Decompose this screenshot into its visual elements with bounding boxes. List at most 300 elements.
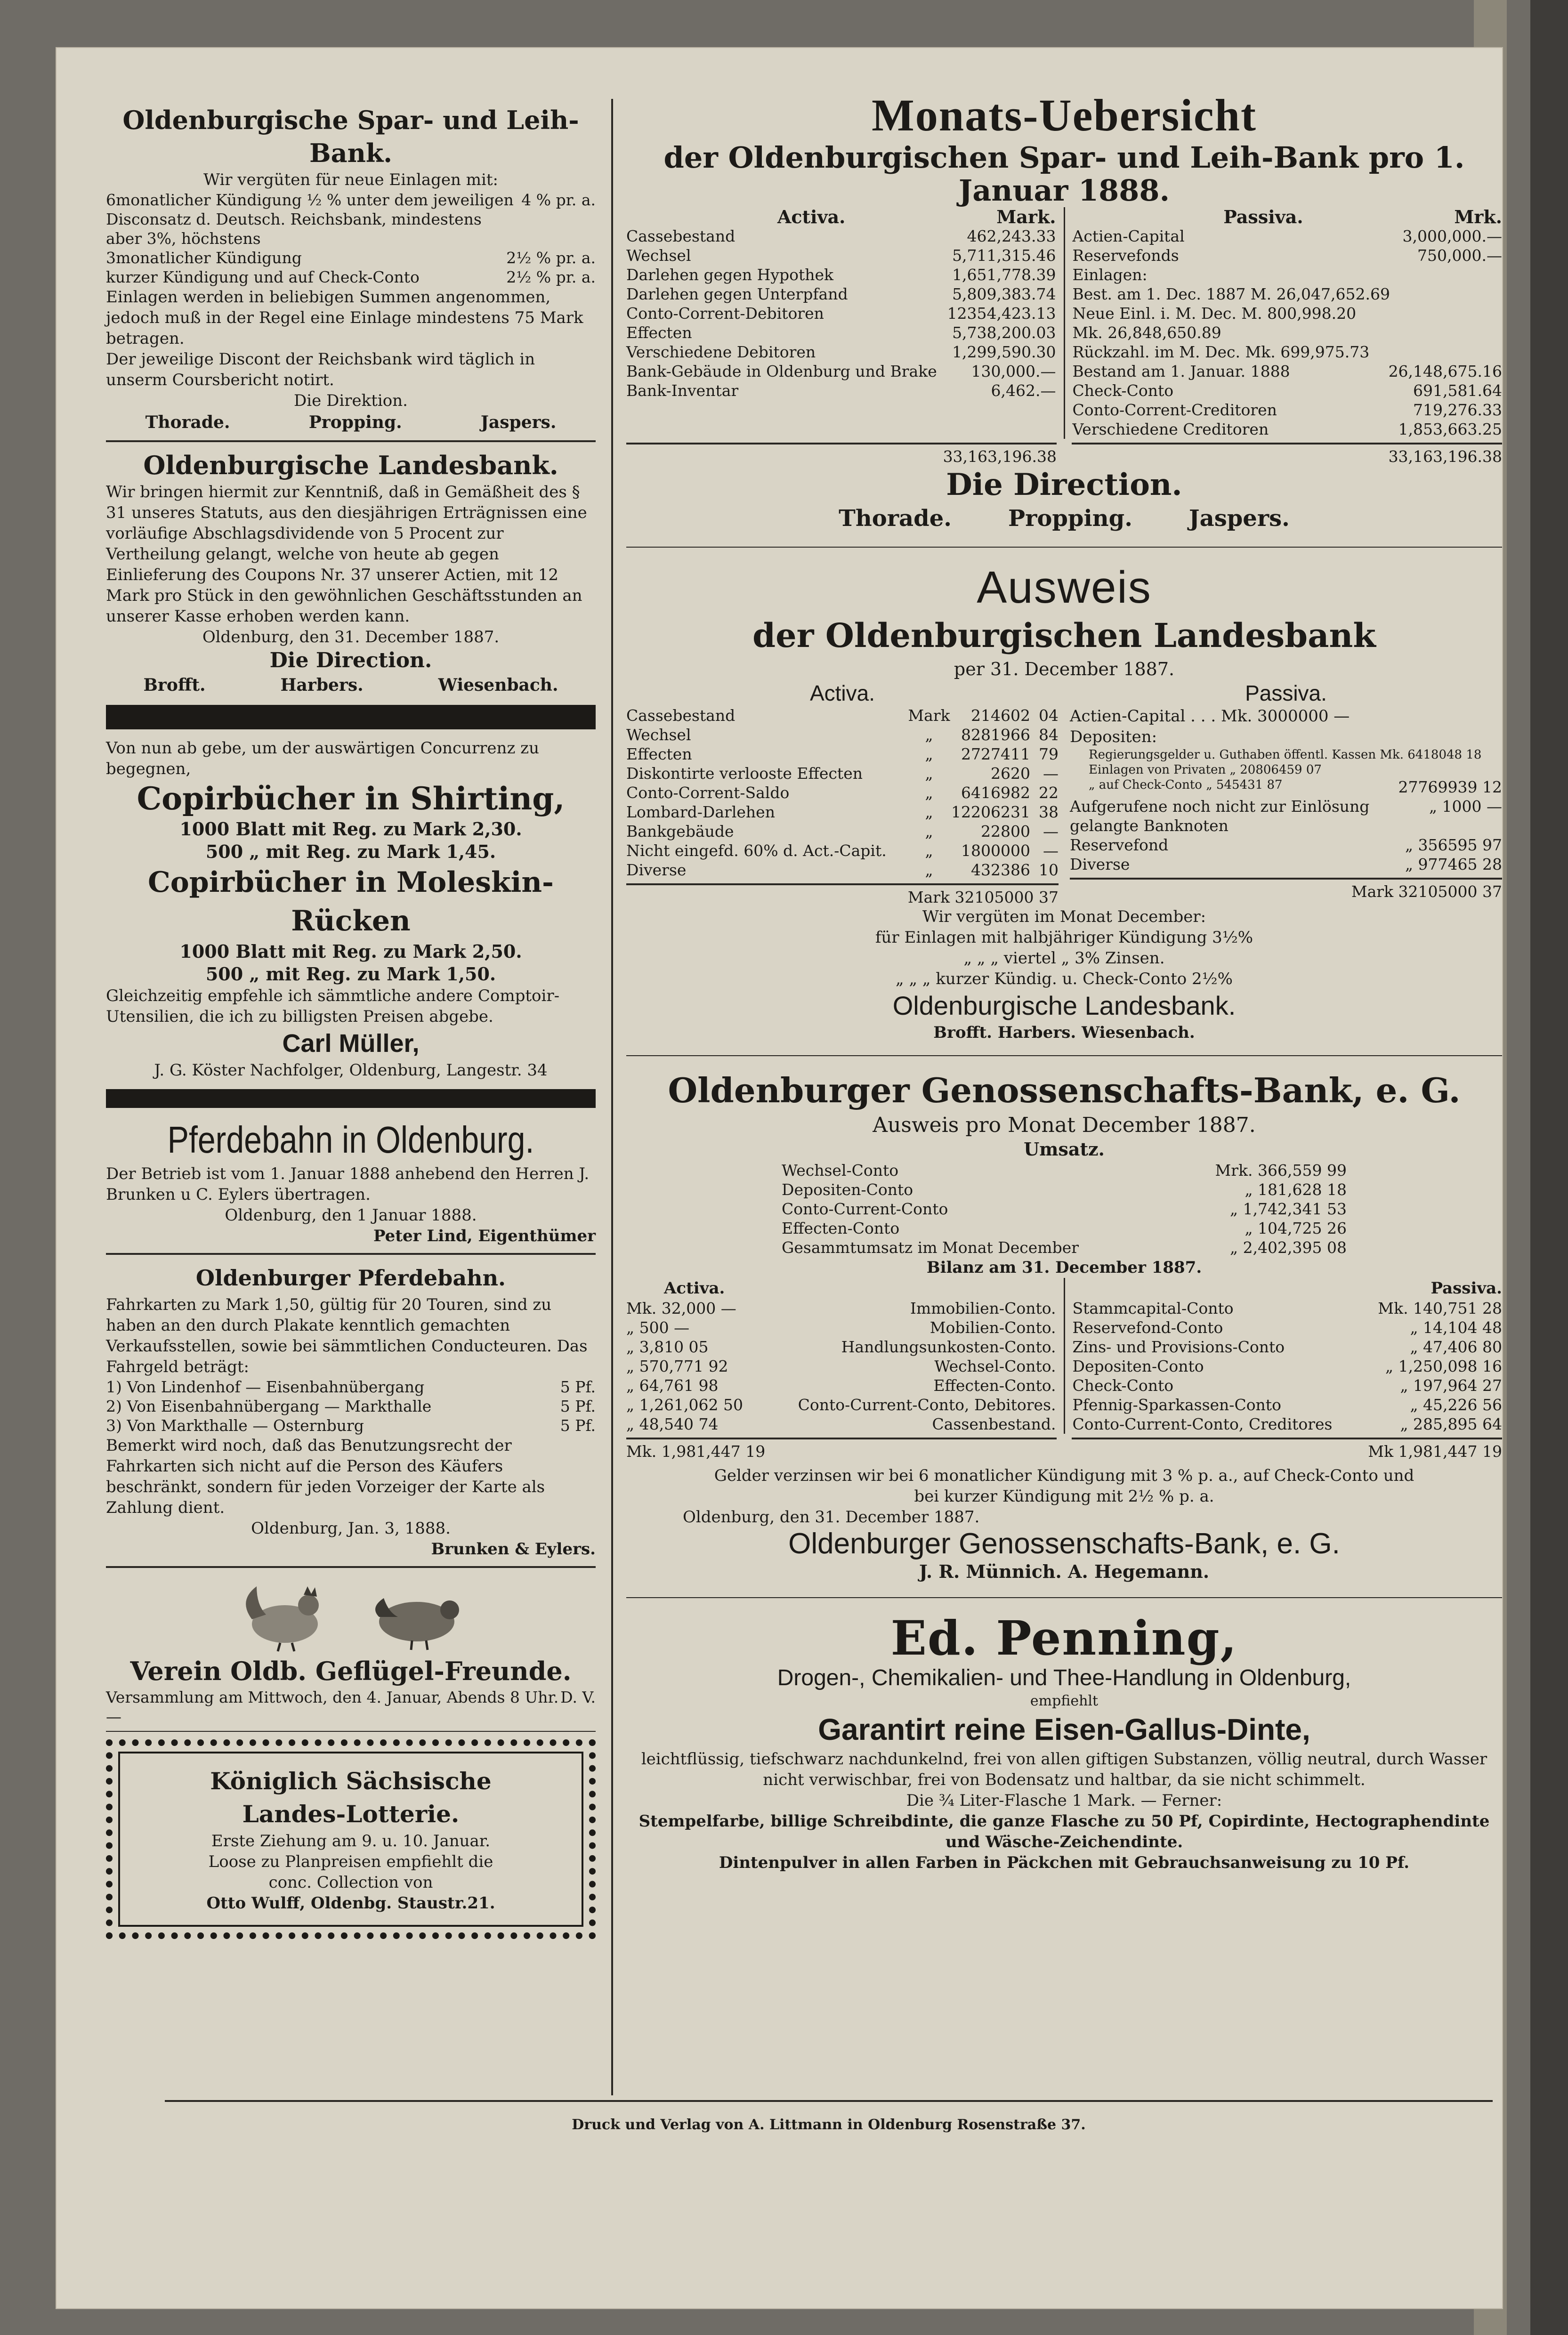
divider — [106, 1731, 596, 1732]
genossen-umsatz-row — [782, 1199, 1347, 1219]
monat-activa-row-value: 1,651,778.39 — [952, 266, 1056, 284]
ausweis-activa-label: Bankgebäude — [626, 822, 734, 840]
ausweis-activa-unit: „ — [925, 784, 933, 802]
ausweis-activa-row — [626, 783, 1059, 802]
lotterie-name: Otto Wulff, Oldenbg. Staustr.21. — [206, 1894, 495, 1913]
ausweis-verguten: Wir vergüten im Monat December: — [922, 907, 1206, 926]
fare-route: 3) Von Markthalle — Osternburg — [106, 1416, 364, 1435]
divider — [106, 1566, 596, 1568]
imprint-footer: Druck und Verlag von A. Littmann in Oldenburg Rosenstraße 37. — [572, 2117, 1086, 2133]
monat-activa-row-label: Bank-Gebäude in Oldenburg und Brake — [626, 362, 937, 380]
monat-activa-row — [626, 284, 1056, 304]
genossen-passiva-row — [1073, 1414, 1503, 1434]
ausweis-activa-label: Wechsel — [626, 726, 691, 744]
monat-passiva-row-label: Bestand am 1. Januar. 1888 — [1072, 362, 1290, 380]
genossen-umsatz-row — [782, 1180, 1347, 1199]
ausweis-activa-value: 2727411 — [961, 745, 1030, 763]
ausweis-activa-cents: — — [1043, 841, 1059, 860]
copir-line2b: 500 „ mit Reg. zu Mark 1,50. — [205, 963, 496, 985]
spar-text1: Einlagen werden in beliebigen Summen angenommen, jedoch muß in der Regel eine Einlage mindestens 75 Mark betragen. — [106, 288, 583, 348]
monat-activa — [626, 207, 1065, 439]
rooster-icon — [228, 1577, 341, 1652]
genossen-activa-row-label: Mk. 32,000 — — [626, 1299, 736, 1317]
ausweis-activa-value: 6416982 — [961, 784, 1030, 802]
monat-passiva-row — [1073, 246, 1503, 265]
ausweis-passiva-head: Passiva. — [1245, 681, 1327, 705]
divider — [626, 1055, 1502, 1056]
genossen-passiva-row-value: Mk. 140,751 28 — [1378, 1299, 1502, 1317]
monat-activa-row-value: 12354,423.13 — [947, 304, 1056, 323]
genossen-passiva-row — [1073, 1376, 1503, 1395]
spar-title: Oldenburgische Spar- und Leih-Bank. — [122, 105, 579, 168]
monat-passiva-row — [1073, 381, 1503, 400]
genossen-activa-row-label: „ 570,771 92 — [626, 1357, 728, 1375]
ausweis-landesbank — [626, 562, 1502, 1043]
monat-activa-row-value: 5,738,200.03 — [952, 323, 1056, 342]
penning-empfiehlt: empfiehlt — [1030, 1693, 1099, 1709]
monat-passiva-row-label: Conto-Corrent-Creditoren — [1072, 401, 1277, 419]
genossen-umsatz-row — [782, 1161, 1347, 1180]
ausweis-activa-row — [626, 725, 1059, 744]
ausweis-activa-label: Conto-Corrent-Saldo — [626, 784, 790, 802]
ausweis-signers: Brofft. Harbers. Wiesenbach. — [933, 1023, 1195, 1042]
monat-activa-rows — [626, 226, 1056, 400]
ausweis-activa-unit: Mark — [908, 706, 950, 725]
signer: Brofft. — [143, 675, 206, 695]
ausweis-passiva-total: Mark 32105000 37 — [1351, 882, 1502, 901]
genossen-activa-row — [626, 1357, 1056, 1376]
genossen-activa-row-value: Wechsel-Conto. — [934, 1357, 1056, 1375]
genossen-activa-rows — [626, 1299, 1056, 1434]
pferdebahn2-body: Fahrkarten zu Mark 1,50, gültig für 20 Touren, sind zu haben an den durch Plakate kenntlich gemachten Verkaufsstellen, sowie bei sämmtlichen Conducteuren. Das Fahrgeld beträgt: — [106, 1295, 588, 1376]
monat-passiva-head: Passiva. — [1223, 206, 1303, 227]
monat-activa-row-label: Darlehen gegen Hypothek — [626, 266, 834, 284]
ausweis-rate1: für Einlagen mit halbjähriger Kündigung 3½% — [875, 928, 1253, 947]
ausweis-activa-unit: „ — [925, 726, 933, 744]
ausweis-passiva-row-label: Reservefond — [1070, 836, 1169, 854]
ausweis-activa-cents: 10 — [1039, 861, 1059, 879]
monat-passiva-row — [1073, 304, 1503, 323]
monat-passiva-row — [1073, 420, 1503, 439]
monat-signers — [626, 504, 1502, 533]
monat-passiva — [1065, 207, 1503, 439]
copirbuecher-ad — [106, 738, 596, 1081]
monat-passiva-row — [1073, 265, 1503, 284]
monat-activa-row-label: Effecten — [626, 323, 692, 342]
ausweis-activa-row — [626, 764, 1059, 783]
genossen-passiva-row — [1073, 1395, 1503, 1414]
lotterie-body3: conc. Collection von — [268, 1873, 433, 1892]
monat-passiva-row-label: Verschiedene Creditoren — [1072, 420, 1269, 438]
genossen-passiva-row-label: Pfennig-Sparkassen-Conto — [1072, 1396, 1281, 1414]
monat-passiva-row — [1073, 226, 1503, 246]
monat-passiva-row-value: 719,276.33 — [1413, 401, 1502, 419]
monat-activa-row — [626, 246, 1056, 265]
monat-passiva-row — [1073, 342, 1503, 362]
ausweis-passiva-row — [1070, 797, 1502, 835]
ausweis-date: per 31. December 1887. — [954, 659, 1175, 679]
penning-product: Garantirt reine Eisen-Gallus-Dinte, — [818, 1713, 1310, 1746]
copir-line1b: 500 „ mit Reg. zu Mark 1,45. — [205, 841, 496, 862]
monat-total-activa: 33,163,196.38 — [943, 447, 1057, 466]
lotterie-body1: Erste Ziehung am 9. u. 10. Januar. — [211, 1832, 491, 1850]
genossen-umsatz-row-value: „ 2,402,395 08 — [1229, 1238, 1347, 1257]
ausweis-activa-unit: „ — [925, 861, 933, 879]
ausweis-activa-head: Activa. — [809, 681, 875, 705]
genossen-umsatz-row — [782, 1238, 1347, 1257]
genossen-activa-row-value: Handlungsunkosten-Conto. — [841, 1338, 1056, 1356]
genossen-activa-row-label: „ 500 — — [626, 1318, 690, 1337]
ausweis-passiva — [1064, 680, 1502, 906]
genossen-passiva-row — [1073, 1318, 1503, 1337]
fare-price: 5 Pf. — [560, 1416, 596, 1435]
ausweis-deposit-sub: Einlagen von Privaten „ 20806459 07 — [1089, 763, 1322, 777]
spar-intro: Wir vergüten für neue Einlagen mit: — [203, 170, 498, 189]
monat-activa-row-value: 6,462.— — [991, 381, 1056, 400]
verein-sign: D. V. — [560, 1688, 596, 1706]
ausweis-rate3: „ „ „ kurzer Kündig. u. Check-Conto 2½% — [896, 970, 1233, 988]
genossen-activa-row — [626, 1337, 1056, 1357]
genossen-balance — [626, 1278, 1502, 1434]
monat-activa-row-value: 5,711,315.46 — [952, 246, 1056, 265]
ausweis-passiva-row-value: „ 356595 97 — [1405, 836, 1502, 854]
ausweis-activa-row — [626, 841, 1059, 860]
ausweis-activa-row — [626, 822, 1059, 841]
penning-price: Die ¾ Liter-Flasche 1 Mark. — Ferner: — [906, 1791, 1222, 1810]
monat-passiva-rows — [1073, 226, 1503, 439]
genossen-passiva-row-value: „ 197,964 27 — [1400, 1376, 1502, 1395]
ausweis-passiva-rows — [1070, 797, 1502, 874]
ausweis-activa-value: 1800000 — [961, 841, 1030, 860]
divider — [106, 440, 596, 442]
monat-subtitle: der Oldenburgischen Spar- und Leih-Bank pro 1. Januar 1888. — [663, 140, 1465, 208]
pferdebahn2-sign: Brunken & Eylers. — [431, 1540, 596, 1559]
genossen-gelder: Gelder verzinsen wir bei 6 monatlicher Kündigung mit 3 % p. a., auf Check-Conto und bei kurzer Kündigung mit 2½ % p. a. — [714, 1466, 1414, 1506]
ausweis-activa — [626, 680, 1064, 906]
monat-passiva-row-label: Neue Einl. i. M. Dec. M. 800,998.20 — [1072, 304, 1357, 323]
genossen-activa-total: Mk. 1,981,447 19 — [626, 1442, 766, 1461]
copir-intro: Von nun ab gebe, um der auswärtigen Concurrenz zu begegnen, — [106, 739, 539, 778]
monat-activa-row-label: Bank-Inventar — [626, 381, 739, 400]
ausweis-activa-value: 8281966 — [961, 726, 1030, 744]
landesbank-title: Oldenburgische Landesbank. — [143, 450, 558, 480]
ausweis-activa-unit: „ — [925, 803, 933, 821]
lotterie-title1: Königlich Sächsische — [210, 1767, 492, 1795]
ausweis-activa-cents: 04 — [1039, 706, 1059, 725]
pferdebahn-sign: Peter Lind, Eigenthümer — [373, 1227, 596, 1245]
ausweis-passiva-row — [1070, 855, 1502, 874]
monat-totals — [626, 439, 1502, 466]
genossen-umsatz-row — [782, 1219, 1347, 1238]
signer: Thorade. — [839, 505, 952, 532]
genossen-activa-row — [626, 1318, 1056, 1337]
penning-title: Ed. Penning, — [890, 1610, 1238, 1666]
ausweis-activa-unit: „ — [925, 822, 933, 840]
monat-activa-row-label: Darlehen gegen Unterpfand — [626, 285, 848, 303]
landesbank-date: Oldenburg, den 31. December 1887. — [202, 628, 500, 646]
genossen-activa-row-label: „ 1,261,062 50 — [626, 1396, 744, 1414]
ausweis-activa-unit: „ — [925, 745, 933, 763]
ausweis-title: Ausweis — [977, 562, 1152, 613]
ausweis-activa-row — [626, 706, 1059, 725]
monat-passiva-row-value: 1,853,663.25 — [1398, 420, 1502, 438]
pferdebahn2-note: Bemerkt wird noch, daß das Benutzungsrecht der Fahrkarten sich nicht auf die Person des Käufers beschränkt, sondern für jeden Vorzeiger der Karte als Zahlung dient. — [106, 1436, 545, 1517]
monat-passiva-row-label: Best. am 1. Dec. 1887 M. 26,047,652.69 — [1072, 285, 1390, 303]
genossen-umsatz-row-label: Wechsel-Conto — [782, 1161, 899, 1180]
genossen-activa-row-value: Cassenbestand. — [932, 1415, 1056, 1433]
monat-activa-row-label: Cassebestand — [626, 227, 736, 245]
genossenschafts-bank — [626, 1068, 1502, 1583]
genossen-totals — [626, 1434, 1502, 1461]
genossen-activa-head: Activa. — [664, 1279, 725, 1298]
genossen-passiva-row — [1073, 1299, 1503, 1318]
genossen-passiva-head: Passiva. — [1431, 1279, 1502, 1298]
genossen-passiva-row-value: „ 47,406 80 — [1410, 1338, 1502, 1356]
genossen-umsatz-row-value: „ 1,742,341 53 — [1229, 1200, 1347, 1218]
monat-activa-row — [626, 265, 1056, 284]
genossen-passiva-row-value: „ 285,895 64 — [1400, 1415, 1502, 1433]
signer: Harbers. — [280, 675, 364, 695]
monat-passiva-row — [1073, 362, 1503, 381]
genossen-umsatz-row-label: Conto-Current-Conto — [782, 1200, 948, 1218]
monat-activa-row-value: 5,809,383.74 — [952, 285, 1056, 303]
copir-name: Carl Müller, — [282, 1029, 420, 1058]
hen-icon — [360, 1577, 473, 1652]
genossen-passiva-row-value: „ 1,250,098 16 — [1385, 1357, 1502, 1375]
signer: Wiesenbach. — [438, 675, 558, 695]
copir-head1: Copirbücher in Shirting, — [137, 780, 565, 817]
genossen-passiva-rows — [1073, 1299, 1503, 1434]
signer: Thorade. — [145, 412, 230, 432]
genossen-passiva-row — [1073, 1337, 1503, 1357]
genossen-umsatz-row-label: Depositen-Conto — [782, 1180, 913, 1199]
monat-passiva-row — [1073, 284, 1503, 304]
ausweis-activa-cents: 38 — [1039, 803, 1059, 821]
penning-pulver: Dintenpulver in allen Farben in Päckchen mit Gebrauchsanweisung zu 10 Pf. — [719, 1853, 1410, 1872]
genossen-activa-row-value: Conto-Current-Conto, Debitores. — [798, 1396, 1056, 1414]
signer: Propping. — [308, 412, 402, 432]
monat-passiva-row-label: Check-Conto — [1072, 381, 1174, 400]
black-divider-bar — [106, 1089, 596, 1108]
divider — [106, 1253, 596, 1255]
genossen-passiva-row-label: Reservefond-Conto — [1072, 1318, 1223, 1337]
fare-row — [106, 1377, 596, 1397]
lotterie-title2: Landes-Lotterie. — [242, 1800, 460, 1828]
landesbank-signers — [106, 674, 596, 696]
genossen-passiva-row-label: Conto-Current-Conto, Creditores — [1072, 1415, 1333, 1433]
genossen-activa-row-label: „ 48,540 74 — [626, 1415, 719, 1433]
copir-outro: Gleichzeitig empfehle ich sämmtliche andere Comptoir-Utensilien, die ich zu billigsten Preisen abgebe. — [106, 986, 560, 1026]
monat-activa-row — [626, 304, 1056, 323]
ausweis-activa-total: Mark 32105000 37 — [907, 888, 1059, 906]
monat-activa-row — [626, 342, 1056, 362]
monat-activa-row-label: Conto-Corrent-Debitoren — [626, 304, 824, 323]
genossen-passiva-row-value: „ 45,226 56 — [1410, 1396, 1502, 1414]
monat-activa-row — [626, 226, 1056, 246]
genossen-title: Oldenburger Genossenschafts-Bank, e. G. — [668, 1070, 1461, 1110]
ausweis-activa-label: Lombard-Darlehen — [626, 803, 775, 821]
ausweis-deposit-sub: Regierungsgelder u. Guthaben öffentl. Kassen Mk. 6418048 18 — [1089, 748, 1482, 762]
ausweis-name: Oldenburgische Landesbank. — [892, 991, 1236, 1020]
copir-address: J. G. Köster Nachfolger, Oldenburg, Langestr. 34 — [154, 1061, 548, 1080]
pferdebahn-body: Der Betrieb ist vom 1. Januar 1888 anhebend den Herren J. Brunken u C. Eylers übertragen. — [106, 1164, 590, 1204]
ausweis-deposits: Depositen: — [1070, 727, 1157, 746]
ausweis-passiva-row — [1070, 835, 1502, 855]
monat-passiva-row-label: Mk. 26,848,650.89 — [1072, 323, 1221, 342]
spar-rate1-label: 6monatlicher Kündigung ½ % unter dem jeweiligen Disconsatz d. Deutsch. Reichsbank, mindestens aber 3%, höchstens — [106, 191, 514, 248]
ausweis-activa-label: Cassebestand — [626, 706, 736, 725]
monat-mark: Mark. — [996, 206, 1056, 227]
monat-passiva-row-value: 26,148,675.16 — [1388, 362, 1502, 380]
monat-passiva-row-label: Reservefonds — [1072, 246, 1179, 265]
genossen-passiva-row-value: „ 14,104 48 — [1410, 1318, 1502, 1337]
ausweis-subtitle: der Oldenburgischen Landesbank — [752, 616, 1376, 655]
ausweis-capital: Actien-Capital . . . Mk. 3000000 — — [1070, 707, 1350, 726]
ausweis-activa-unit: „ — [925, 764, 933, 783]
black-divider-bar — [106, 705, 596, 729]
genossen-activa-row-value: Mobilien-Conto. — [929, 1318, 1056, 1337]
genossen-passiva-row-label: Check-Conto — [1072, 1376, 1174, 1395]
ausweis-activa-value: 22800 — [981, 822, 1030, 840]
genossen-passiva-row-label: Depositen-Conto — [1072, 1357, 1204, 1375]
spar-signers — [106, 411, 596, 434]
poultry-illustration — [106, 1575, 596, 1655]
monat-passiva-row-value: 691,581.64 — [1413, 381, 1502, 400]
ausweis-activa-unit: „ — [925, 841, 933, 860]
left-column — [106, 104, 596, 1939]
ausweis-passiva-row-value: „ 977465 28 — [1405, 855, 1502, 873]
pferdebahn-banner: Pferdebahn in Oldenburg. — [167, 1119, 534, 1161]
monat-activa-head: Activa. — [777, 206, 846, 227]
binding-edge — [1530, 0, 1568, 2335]
lotterie-body2: Loose zu Planpreisen empfiehlt die — [208, 1852, 493, 1871]
genossen-activa-row — [626, 1395, 1056, 1414]
penning-desc: leichtflüssig, tiefschwarz nachdunkelnd, frei von allen giftigen Substanzen, völlig neutral, durch Wasser nicht verwischbar, frei von Bodensatz und haltbar, da sie nicht schimmelt. — [641, 1750, 1487, 1789]
signer: Propping. — [1008, 505, 1132, 532]
monat-passiva-row — [1073, 323, 1503, 342]
monat-activa-row-label: Wechsel — [626, 246, 691, 265]
genossen-umsatz-rows — [626, 1161, 1502, 1257]
monat-passiva-row-label: Actien-Capital — [1072, 227, 1185, 245]
penning-list: Stempelfarbe, billige Schreibdinte, die ganze Flasche zu 50 Pf, Copirdinte, Hectographendinte und Wäsche-Zeichendinte. — [639, 1812, 1490, 1851]
genossen-activa — [626, 1278, 1065, 1434]
verein-body: Versammlung am Mittwoch, den 4. Januar, Abends 8 Uhr. — — [106, 1688, 559, 1726]
ausweis-activa-cents: 22 — [1039, 784, 1059, 802]
genossen-activa-row — [626, 1299, 1056, 1318]
genossen-umsatz-row-value: „ 104,725 26 — [1245, 1219, 1347, 1237]
ausweis-passiva-row-label: Aufgerufene noch nicht zur Einlösung gelangte Banknoten — [1070, 797, 1370, 835]
monat-passiva-row — [1073, 400, 1503, 420]
ausweis-activa-cents: — — [1043, 764, 1059, 783]
copir-line2a: 1000 Blatt mit Reg. zu Mark 2,50. — [179, 941, 522, 962]
monat-total-passiva: 33,163,196.38 — [1388, 447, 1502, 466]
fare-route: 2) Von Eisenbahnübergang — Markthalle — [106, 1397, 432, 1415]
ausweis-activa-rows — [626, 706, 1059, 880]
fare-route: 1) Von Lindenhof — Eisenbahnübergang — [106, 1378, 425, 1396]
genossen-subtitle: Ausweis pro Monat December 1887. — [873, 1113, 1256, 1137]
spar-rate2-label: 3monatlicher Kündigung — [106, 249, 302, 267]
penning-subtitle: Drogen-, Chemikalien- und Thee-Handlung in Oldenburg, — [777, 1665, 1351, 1690]
spar-rate3-label: kurzer Kündigung und auf Check-Conto — [106, 268, 420, 286]
divider — [626, 547, 1502, 548]
monat-activa-row-value: 462,243.33 — [967, 227, 1056, 245]
spar-bank-notice — [106, 104, 596, 434]
genossen-passiva-row — [1073, 1357, 1503, 1376]
ausweis-deposits-total: 27769939 12 — [1398, 778, 1502, 796]
pferdebahn-notice — [106, 1116, 596, 1246]
genossen-umsatz-row-label: Effecten-Conto — [782, 1219, 900, 1237]
genossen-activa-row-label: „ 64,761 98 — [626, 1376, 719, 1395]
genossen-passiva — [1065, 1278, 1503, 1434]
signer: Jaspers. — [480, 412, 557, 432]
ausweis-activa-row — [626, 860, 1059, 880]
genossen-umsatz-row-value: „ 181,628 18 — [1245, 1180, 1347, 1199]
ausweis-deposit-sub: „ auf Check-Conto „ 545431 87 — [1089, 778, 1283, 792]
monat-direction: Die Direction. — [946, 467, 1182, 502]
fare-price: 5 Pf. — [560, 1378, 596, 1396]
lotterie-ad — [106, 1739, 596, 1939]
ausweis-activa-value: 432386 — [971, 861, 1030, 879]
fare-price: 5 Pf. — [560, 1397, 596, 1415]
ausweis-balance — [626, 680, 1502, 906]
genossen-activa-row-value: Effecten-Conto. — [933, 1376, 1056, 1395]
genossen-umsatz-row-label: Gesammtumsatz im Monat December — [782, 1238, 1079, 1257]
monat-passiva-row-value: 3,000,000.— — [1402, 227, 1502, 245]
monat-activa-row — [626, 362, 1056, 381]
pferdebahn-fares — [106, 1261, 596, 1559]
genossen-activa-row — [626, 1414, 1056, 1434]
spar-text2: Der jeweilige Discont der Reichsbank wird täglich in unserm Coursbericht notirt. — [106, 350, 535, 389]
fare-row — [106, 1416, 596, 1435]
monat-balance — [626, 207, 1502, 439]
verein-title: Verein Oldb. Geflügel-Freunde. — [130, 1656, 572, 1686]
ausweis-activa-label: Nicht eingefd. 60% d. Act.-Capit. — [626, 841, 887, 860]
monat-passiva-row-label: Rückzahl. im M. Dec. Mk. 699,975.73 — [1072, 343, 1370, 361]
ausweis-activa-cents: 84 — [1039, 726, 1059, 744]
ausweis-activa-label: Effecten — [626, 745, 692, 763]
monat-activa-row-label: Verschiedene Debitoren — [626, 343, 816, 361]
copir-head2: Copirbücher in Moleskin-Rücken — [148, 866, 554, 937]
ausweis-activa-row — [626, 744, 1059, 764]
spar-rate3-value: 2½ % pr. a. — [506, 268, 596, 286]
monat-passiva-row-value: 750,000.— — [1417, 246, 1502, 265]
ausweis-activa-value: 2620 — [991, 764, 1030, 783]
ausweis-passiva-row-value: „ 1000 — — [1429, 797, 1502, 816]
penning-ad — [626, 1612, 1502, 1873]
monat-title: Monats-Uebersicht — [872, 90, 1257, 140]
column-divider — [611, 99, 613, 2095]
spar-rate1-value: 4 % pr. a. — [521, 191, 596, 209]
genossen-passiva-row-label: Zins- und Provisions-Conto — [1072, 1338, 1285, 1356]
genossen-umsatz: Umsatz. — [1024, 1139, 1105, 1160]
ausweis-activa-cents: — — [1043, 822, 1059, 840]
genossen-activa-row-value: Immobilien-Conto. — [910, 1299, 1056, 1317]
right-column — [626, 89, 1502, 1873]
ausweis-activa-row — [626, 802, 1059, 822]
ausweis-activa-value: 12206231 — [951, 803, 1030, 821]
genossen-passiva-row-label: Stammcapital-Conto — [1072, 1299, 1234, 1317]
monats-uebersicht — [626, 89, 1502, 533]
pferdebahn2-date: Oldenburg, Jan. 3, 1888. — [251, 1519, 451, 1538]
ausweis-rate2: „ „ „ viertel „ 3% Zinsen. — [963, 949, 1165, 968]
monat-activa-row-value: 130,000.— — [971, 362, 1056, 380]
ausweis-activa-value: 214602 — [971, 706, 1030, 725]
genossen-signers: J. R. Münnich. A. Hegemann. — [919, 1561, 1210, 1582]
genossen-activa-row — [626, 1376, 1056, 1395]
ausweis-activa-label: Diskontirte verlooste Effecten — [626, 764, 863, 783]
genossen-bilanz: Bilanz am 31. December 1887. — [926, 1258, 1202, 1277]
spar-rate2-value: 2½ % pr. a. — [506, 249, 596, 267]
